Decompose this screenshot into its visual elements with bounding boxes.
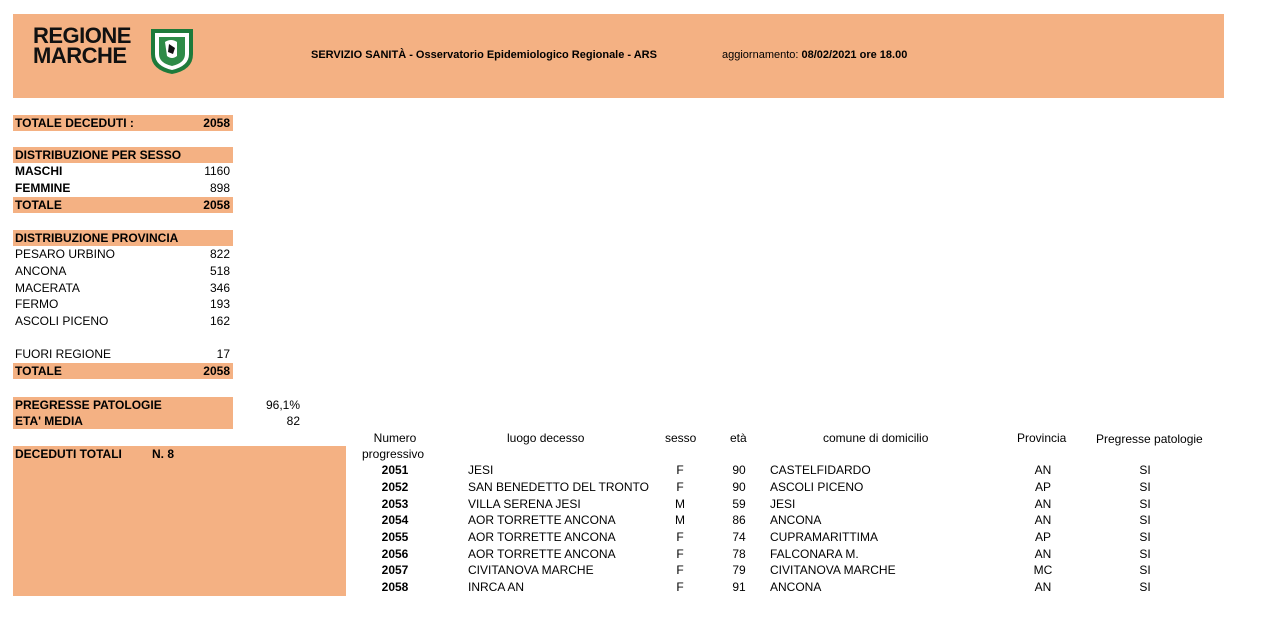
- cell-comune: CASTELFIDARDO: [770, 463, 871, 477]
- provincia-row-label: ANCONA: [15, 264, 67, 278]
- cell-sesso: F: [676, 547, 684, 561]
- provincia-row-label: PESARO URBINO: [15, 247, 116, 261]
- update-label: aggiornamento:: [722, 49, 802, 61]
- logo-line-1: REGIONE: [33, 23, 131, 48]
- cell-numero: 2057: [381, 563, 409, 577]
- provincia-row: [13, 246, 233, 262]
- cell-luogo: INRCA AN: [468, 580, 525, 594]
- cell-eta: 59: [732, 497, 746, 511]
- provincia-row: [13, 280, 233, 296]
- cell-patologie: SI: [1139, 497, 1151, 511]
- fuori-regione-row: [13, 346, 233, 362]
- deceduti-totali-count: N. 8: [152, 447, 175, 461]
- cell-numero: 2056: [381, 547, 409, 561]
- header-numero-line2: progressivo: [362, 447, 425, 461]
- sesso-row: [13, 180, 233, 196]
- service-title: SERVIZIO SANITÀ - Osservatorio Epidemiologico Regionale - ARS: [311, 49, 657, 61]
- header-luogo-decesso: luogo decesso: [507, 431, 585, 445]
- cell-eta: 74: [732, 530, 746, 544]
- logo-line-2: MARCHE: [33, 43, 127, 68]
- cell-provincia: AN: [1034, 497, 1052, 511]
- deceduti-totali-box: [13, 446, 346, 596]
- cell-numero: 2054: [381, 513, 409, 527]
- provincia-total-value: 2058: [203, 364, 230, 378]
- header-numero: [362, 430, 428, 462]
- cell-numero: 2053: [381, 497, 409, 511]
- sesso-total-value: 2058: [203, 198, 230, 212]
- cell-comune: ASCOLI PICENO: [770, 480, 864, 494]
- cell-eta: 78: [732, 547, 746, 561]
- totale-deceduti-row: [13, 115, 233, 131]
- cell-patologie: SI: [1139, 547, 1151, 561]
- provincia-row-value: 193: [209, 297, 230, 311]
- cell-luogo: JESI: [468, 463, 494, 477]
- cell-eta: 79: [732, 563, 746, 577]
- header-provincia: Provincia: [1017, 431, 1067, 445]
- cell-provincia: AN: [1034, 513, 1052, 527]
- eta-media-value: 82: [286, 414, 300, 428]
- cell-numero: 2052: [381, 480, 409, 494]
- regione-emblem-icon: [147, 26, 197, 76]
- cell-patologie: SI: [1139, 463, 1151, 477]
- fuori-regione-label: FUORI REGIONE: [15, 347, 112, 361]
- provincia-row-label: FERMO: [15, 297, 59, 311]
- cell-luogo: CIVITANOVA MARCHE: [468, 563, 594, 577]
- update-info: [722, 49, 907, 61]
- sesso-row: [13, 163, 233, 179]
- cell-sesso: M: [675, 513, 685, 527]
- cell-eta: 86: [732, 513, 746, 527]
- cell-luogo: AOR TORRETTE ANCONA: [468, 530, 616, 544]
- header-banner: [13, 14, 1224, 98]
- sesso-row-label: FEMMINE: [15, 181, 71, 195]
- cell-comune: FALCONARA M.: [770, 547, 859, 561]
- cell-sesso: F: [676, 463, 684, 477]
- header-comune-domicilio: comune di domicilio: [823, 431, 929, 445]
- cell-patologie: SI: [1139, 563, 1151, 577]
- provincia-row: [13, 296, 233, 312]
- totale-deceduti-value: 2058: [203, 116, 230, 130]
- cell-sesso: F: [676, 563, 684, 577]
- sesso-row-value: 898: [209, 181, 230, 195]
- provincia-row: [13, 263, 233, 279]
- cell-provincia: AP: [1034, 480, 1051, 494]
- provincia-row: [13, 313, 233, 329]
- pregresse-patologie-row: [13, 397, 300, 413]
- cell-comune: JESI: [770, 497, 796, 511]
- eta-media-label: ETA' MEDIA: [15, 414, 83, 428]
- provincia-title: DISTRIBUZIONE PROVINCIA: [15, 231, 179, 245]
- provincia-row-value: 162: [209, 314, 230, 328]
- cell-luogo: AOR TORRETTE ANCONA: [468, 513, 616, 527]
- provincia-row-label: ASCOLI PICENO: [15, 314, 109, 328]
- cell-patologie: SI: [1139, 580, 1151, 594]
- cell-provincia: AN: [1034, 547, 1052, 561]
- cell-numero: 2051: [381, 463, 409, 477]
- cell-comune: CUPRAMARITTIMA: [770, 530, 878, 544]
- provincia-row-value: 518: [209, 264, 230, 278]
- eta-media-row: [13, 413, 300, 429]
- sesso-title: DISTRIBUZIONE PER SESSO: [15, 148, 182, 162]
- cell-provincia: AN: [1034, 463, 1052, 477]
- cell-sesso: F: [676, 530, 684, 544]
- totale-deceduti-label: TOTALE DECEDUTI :: [15, 116, 134, 130]
- provincia-section-title: [13, 230, 233, 246]
- cell-sesso: M: [675, 497, 685, 511]
- cell-luogo: VILLA SERENA JESI: [468, 497, 581, 511]
- cell-provincia: MC: [1033, 563, 1053, 577]
- pregresse-patologie-value: 96,1%: [265, 398, 300, 412]
- sesso-total-row: [13, 197, 233, 213]
- cell-patologie: SI: [1139, 480, 1151, 494]
- header-sesso: sesso: [665, 431, 697, 445]
- cell-eta: 91: [732, 580, 746, 594]
- cell-comune: ANCONA: [770, 580, 822, 594]
- provincia-total-row: [13, 363, 233, 379]
- cell-eta: 90: [732, 480, 746, 494]
- cell-patologie: SI: [1139, 530, 1151, 544]
- cell-numero: 2058: [381, 580, 409, 594]
- cell-provincia: AP: [1034, 530, 1051, 544]
- fuori-regione-value: 17: [216, 347, 230, 361]
- provincia-row-label: MACERATA: [15, 281, 80, 295]
- regione-marche-logo: [33, 24, 203, 84]
- provincia-total-label: TOTALE: [15, 364, 62, 378]
- update-date: 08/02/2021 ore 18.00: [801, 49, 908, 61]
- cell-sesso: F: [676, 480, 684, 494]
- cell-luogo: AOR TORRETTE ANCONA: [468, 547, 616, 561]
- sesso-row-label: MASCHI: [15, 164, 63, 178]
- cell-comune: CIVITANOVA MARCHE: [770, 563, 896, 577]
- header-eta: età: [730, 431, 747, 445]
- header-numero-line1: Numero: [373, 431, 417, 445]
- cell-sesso: F: [676, 580, 684, 594]
- pregresse-patologie-label: PREGRESSE PATOLOGIE: [15, 398, 162, 412]
- cell-comune: ANCONA: [770, 513, 822, 527]
- header-pregresse-patologie: Pregresse patologie: [1096, 432, 1203, 446]
- cell-patologie: SI: [1139, 513, 1151, 527]
- cell-luogo: SAN BENEDETTO DEL TRONTO: [468, 480, 649, 494]
- cell-eta: 90: [732, 463, 746, 477]
- cell-provincia: AN: [1034, 580, 1052, 594]
- cell-numero: 2055: [381, 530, 409, 544]
- sesso-section-title: [13, 147, 233, 163]
- provincia-row-value: 822: [209, 247, 230, 261]
- provincia-row-value: 346: [209, 281, 230, 295]
- sesso-total-label: TOTALE: [15, 198, 62, 212]
- sesso-row-value: 1160: [204, 164, 230, 178]
- deceduti-totali-title: DECEDUTI TOTALI: [15, 447, 122, 461]
